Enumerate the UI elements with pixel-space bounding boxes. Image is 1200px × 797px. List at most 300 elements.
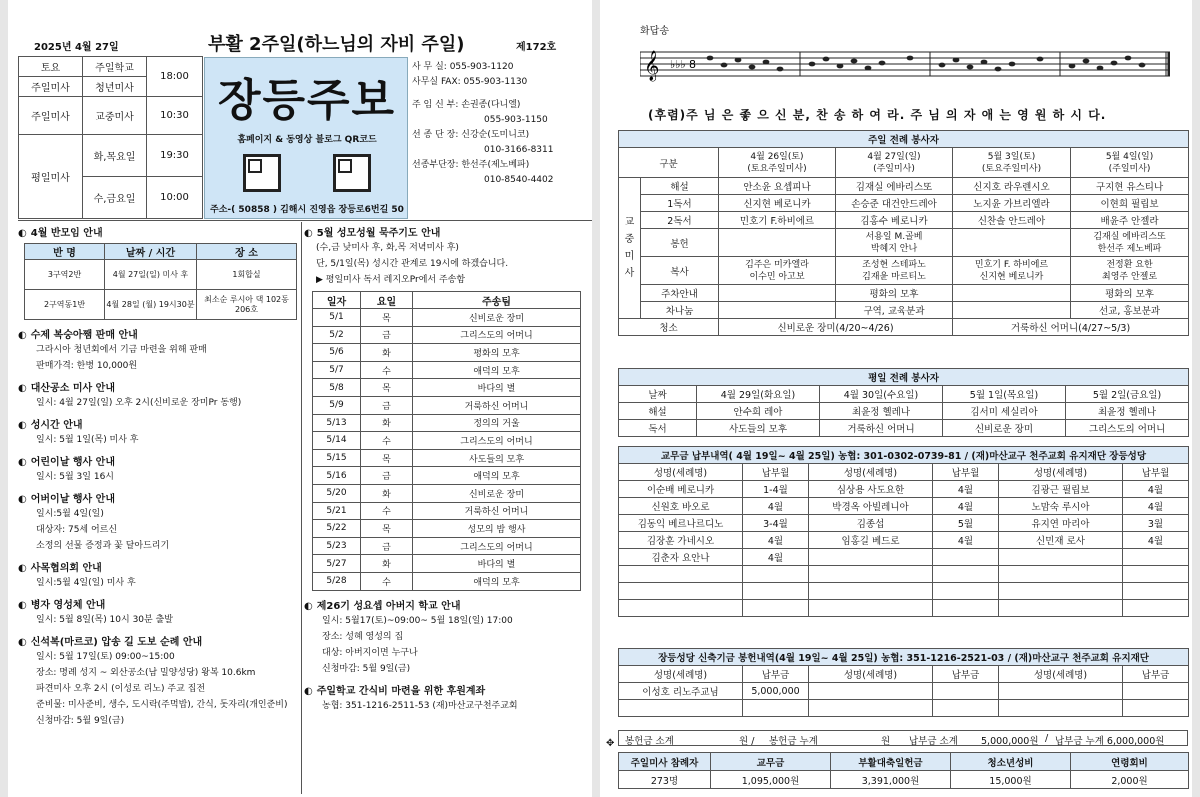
contact-line: 주 임 신 부: 손권종(다니엘) — [412, 100, 521, 110]
cell: 5/1 — [313, 309, 361, 327]
section-title: 4월 반모임 안내 — [30, 228, 103, 239]
cell: 5/2 — [313, 326, 361, 344]
cell: 그리스도의 어머니 — [413, 326, 581, 344]
cell: 3구역2반 — [25, 260, 105, 290]
cell — [999, 700, 1123, 717]
cell — [836, 257, 953, 285]
psalm-music-staff — [640, 44, 1170, 84]
cell: 신민재 로사 — [999, 532, 1123, 549]
header-cell: 납부금 — [743, 666, 809, 683]
issue-number: 제172호 — [516, 42, 557, 53]
bulletin-name: 장등주보 — [217, 75, 396, 126]
cell: 4월 — [1123, 481, 1189, 498]
cell: 신비로운 장미 — [413, 309, 581, 327]
cell-line: 김재실 에바리스또 — [1093, 231, 1166, 242]
cell: 수 — [361, 432, 413, 450]
cell: 수 — [361, 361, 413, 379]
cell-line: 최영주 안젤로 — [1102, 271, 1158, 282]
section-title: 주일학교 간식비 마련을 위한 후원계좌 — [316, 685, 486, 697]
notice-line: 장소: 성혜 영성의 집 — [322, 631, 404, 642]
cell: 5/27 — [313, 555, 361, 573]
bulletin-header — [8, 0, 592, 56]
cell: 5/15 — [313, 449, 361, 467]
cell: 평화의 모후 — [1071, 285, 1189, 302]
cell — [719, 257, 836, 285]
cell — [619, 566, 743, 583]
cell: 4월 28일 (월) 19시30분 — [105, 290, 197, 320]
bullet-icon: ◐ — [304, 685, 313, 697]
table-row — [313, 396, 581, 414]
header-cell: 청소년성비 — [951, 753, 1071, 771]
cell: 신비로운 장미 — [943, 420, 1066, 437]
cell-line: 민호기 F. 하비에르 — [974, 259, 1049, 270]
bullet-icon: ◐ — [18, 637, 27, 648]
notice-section — [18, 453, 298, 484]
cell — [809, 683, 933, 700]
rosary-note: ▶ 평일미사 독서 레지오Pr에서 주송함 — [316, 275, 466, 285]
cell: 1회합실 — [197, 260, 297, 290]
header-cell: 성명(세례명) — [999, 464, 1123, 481]
cell: 토요 — [19, 57, 83, 77]
table-row — [313, 344, 581, 362]
cell: 신비로운 장미 — [413, 484, 581, 502]
table-row — [619, 683, 1189, 700]
cell — [719, 302, 836, 319]
notice-line: 소정의 선물 증정과 꽃 달아드리기 — [36, 541, 170, 551]
header-cell: 반 명 — [25, 244, 105, 260]
cell — [933, 549, 999, 566]
table-row — [313, 484, 581, 502]
homepage-qr-icon[interactable] — [243, 154, 281, 192]
table-row — [313, 502, 581, 520]
cell: 애덕의 모후 — [413, 361, 581, 379]
cell — [1123, 700, 1189, 717]
cell: 5/21 — [313, 502, 361, 520]
music-note — [967, 65, 974, 70]
summary-text: 납부금 소계 — [909, 736, 958, 747]
cell — [999, 683, 1123, 700]
bullet-icon: ◐ — [304, 228, 313, 239]
header-cell: 성명(세례명) — [999, 666, 1123, 683]
cell: 바다의 별 — [413, 379, 581, 397]
parish-logo-box — [204, 57, 408, 219]
table-row — [313, 572, 581, 590]
summary-text: 원 — [881, 736, 891, 747]
cell — [809, 600, 933, 617]
side-label — [619, 178, 641, 319]
table-row — [619, 498, 1189, 515]
cell — [719, 285, 836, 302]
header-cell: 5월 4일(일) (주일미사) — [1071, 148, 1189, 178]
contact-info — [412, 60, 592, 188]
notice-line: 일시:5월 4일(일) — [36, 509, 104, 519]
section-bar: 평일 전례 봉사자 — [619, 369, 1189, 386]
music-note — [749, 65, 756, 70]
cell: 5/23 — [313, 537, 361, 555]
contact-line: 선 종 단 장: 신강순(도미니코) — [412, 130, 530, 140]
header-cell: 날짜 / 시간 — [105, 244, 197, 260]
cell: 거룩하신 어머니 — [820, 420, 943, 437]
section-title: 어버이날 행사 안내 — [30, 494, 115, 505]
cell: 2구역동1반 — [25, 290, 105, 320]
table-row — [313, 449, 581, 467]
notice-title — [18, 453, 298, 468]
cell — [1123, 566, 1189, 583]
cell: 애덕의 모후 — [413, 467, 581, 485]
table-row — [313, 326, 581, 344]
table-row — [313, 361, 581, 379]
cell-line: 김주은 미카엘라 — [745, 259, 809, 270]
notice-section — [18, 596, 298, 627]
notice-section — [304, 597, 588, 676]
notice-line: 그라시아 청년회에서 기금 마련을 위해 판매 — [36, 345, 207, 355]
cell: 김광근 필립보 — [999, 481, 1123, 498]
cell — [1123, 583, 1189, 600]
notice-line: 일시: 4월 27일(일) 오후 2시(신비로운 장미Pr 동행) — [36, 398, 242, 408]
table-row — [619, 515, 1189, 532]
cell — [999, 583, 1123, 600]
cell: 4월 30일(수요일) — [820, 386, 943, 403]
music-note — [953, 58, 960, 63]
offering-summary — [618, 730, 1188, 746]
cell: 4월 — [933, 532, 999, 549]
cell: 김종섭 — [809, 515, 933, 532]
header-cell: 납부금 — [1123, 666, 1189, 683]
section-title: 제26기 성요셉 아버지 학교 안내 — [316, 600, 461, 612]
cell: 안수희 레아 — [697, 403, 820, 420]
cell: 4월 — [1123, 532, 1189, 549]
summary-text: / — [1045, 733, 1049, 744]
cell: 수,금요일 — [83, 177, 147, 219]
notice-title — [18, 596, 298, 611]
notice-list — [304, 597, 588, 713]
music-note — [1009, 62, 1016, 67]
section-title: 성시간 안내 — [30, 420, 83, 431]
bullet-icon: ◐ — [18, 600, 27, 611]
notice-line: 일시: 5월 3일 16시 — [36, 472, 114, 482]
cell — [1123, 683, 1189, 700]
cell: 신비로운 장미(4/20~4/26) — [719, 319, 953, 336]
header-cell: 납부월 — [1123, 464, 1189, 481]
cell: 금 — [361, 326, 413, 344]
cell: 구지현 유스티나 — [1071, 178, 1189, 195]
cell: 5/16 — [313, 467, 361, 485]
cell: 노맘숙 루시아 — [999, 498, 1123, 515]
cell: 10:30 — [147, 97, 203, 135]
table-row — [619, 532, 1189, 549]
notice-line: 일시:5월 4일(일) 미사 후 — [36, 578, 136, 588]
table-row — [313, 432, 581, 450]
cell: 해설 — [619, 403, 697, 420]
notice-title — [304, 597, 588, 612]
notice-title — [18, 559, 298, 574]
cell: 이성호 리노주교님 — [619, 683, 743, 700]
cell: 5월 1일(목요일) — [943, 386, 1066, 403]
cell: 5,000,000 — [743, 683, 809, 700]
header-cell: 성명(세례명) — [809, 464, 933, 481]
section-bar: 교무금 납부내역( 4월 19일~ 4월 25일) 농협: 301-0302-0739-81 / (재)마산교구 천주교회 유지재단 장등성당 — [619, 447, 1189, 464]
summary-text: 봉헌금 누계 — [769, 736, 818, 747]
music-note — [907, 56, 914, 61]
header-cell: 성명(세례명) — [619, 666, 743, 683]
cell — [743, 583, 809, 600]
cell: 신지호 라우렌시오 — [953, 178, 1071, 195]
cell-line: 전정환 요한 — [1106, 259, 1153, 270]
notice-section — [18, 416, 298, 447]
music-note — [879, 61, 886, 66]
cell: 신찬솔 안드레아 — [953, 212, 1071, 229]
cell: 김동익 베르나르디노 — [619, 515, 743, 532]
cell: 거룩하신 어머니 — [413, 396, 581, 414]
cell: 사도들의 모후 — [413, 449, 581, 467]
notice-section — [304, 682, 588, 713]
cell: 목 — [361, 449, 413, 467]
notice-line: 농협: 351-1216-2511-53 (재)마산교구천주교회 — [322, 700, 518, 711]
notice-title — [18, 326, 298, 341]
cell: 5/22 — [313, 520, 361, 538]
cell — [953, 257, 1071, 285]
cell: 청년미사 — [83, 77, 147, 97]
notice-section — [18, 490, 298, 553]
contact-line: 사무실 FAX: 055-903-1130 — [412, 77, 528, 87]
move-handle-icon[interactable]: ✥ — [606, 738, 615, 749]
cell: 김홍수 베로니카 — [836, 212, 953, 229]
bullet-icon: ◐ — [18, 228, 27, 239]
bullet-icon: ◐ — [18, 330, 27, 341]
cell: 4월 27일(일) 미사 후 — [105, 260, 197, 290]
contact-line: 010-8540-4402 — [484, 175, 554, 185]
music-note — [721, 63, 728, 68]
cell: 주일미사 — [19, 77, 83, 97]
header-cell: 연령회비 — [1071, 753, 1189, 771]
cell: 4월 — [1123, 498, 1189, 515]
notice-line: 준비물: 미사준비, 생수, 도시락(주먹밥), 간식, 돗자리(개인준비) — [36, 700, 288, 710]
header-cell: 교무금 — [711, 753, 831, 771]
cell: 금 — [361, 537, 413, 555]
cell: 화,목요일 — [83, 135, 147, 177]
cell: 차나눔 — [641, 302, 719, 319]
rosary-section — [304, 224, 588, 591]
table-row — [619, 771, 1189, 789]
cell — [743, 600, 809, 617]
cell: 거룩하신 어머니(4/27~5/3) — [953, 319, 1189, 336]
cell: 주일미사 — [19, 97, 83, 135]
header-cell: 일자 — [313, 292, 361, 309]
cell: 5/7 — [313, 361, 361, 379]
cell: 5/9 — [313, 396, 361, 414]
svg-text:♭♭♭ 8: ♭♭♭ 8 — [670, 58, 697, 71]
cell: 주일학교 — [83, 57, 147, 77]
cell: 안소윤 요셉피나 — [719, 178, 836, 195]
cell: 1-4월 — [743, 481, 809, 498]
contact-line: 사 무 실: 055-903-1120 — [412, 62, 514, 72]
bullet-icon: ◐ — [18, 383, 27, 394]
notice-section — [18, 326, 298, 373]
table-row — [619, 212, 1189, 229]
table-row — [619, 549, 1189, 566]
cell — [743, 566, 809, 583]
cell — [933, 600, 999, 617]
cell: 심상용 사도요한 — [809, 481, 933, 498]
table-row — [619, 481, 1189, 498]
cell: 임홍길 베드로 — [809, 532, 933, 549]
table-row — [619, 302, 1189, 319]
contact-line: 055-903-1150 — [484, 115, 548, 125]
side-char: 미 — [624, 251, 635, 262]
cell: 19:30 — [147, 135, 203, 177]
cell: 봉헌 — [641, 229, 719, 257]
cell: 유지연 마리아 — [999, 515, 1123, 532]
table-row — [619, 583, 1189, 600]
cell: 최소순 루시아 댁 102동206호 — [197, 290, 297, 320]
table-row — [619, 195, 1189, 212]
cell: 수 — [361, 572, 413, 590]
music-note — [995, 67, 1002, 72]
table-row — [313, 414, 581, 432]
cell: 평화의 모후 — [413, 344, 581, 362]
cell: 이현희 필립보 — [1071, 195, 1189, 212]
cell: 1독서 — [641, 195, 719, 212]
table-row — [619, 753, 1189, 771]
cell — [999, 600, 1123, 617]
cell: 선교, 홍보분과 — [1071, 302, 1189, 319]
notice-line: 신청마감: 5월 9일(금) — [322, 663, 411, 674]
cell: 5월 — [933, 515, 999, 532]
side-char: 사 — [624, 268, 635, 279]
cell: 273명 — [619, 771, 711, 789]
meeting-table — [24, 243, 297, 320]
cell: 청소 — [619, 319, 719, 336]
cell — [619, 583, 743, 600]
cell: 목 — [361, 520, 413, 538]
right-page — [600, 0, 1192, 797]
notices-column-left — [18, 222, 298, 728]
section-title: 사목협의회 안내 — [30, 563, 102, 574]
meeting-section — [18, 224, 298, 320]
cell — [1071, 229, 1189, 257]
cell: 화 — [361, 555, 413, 573]
bullet-icon: ◐ — [18, 563, 27, 574]
cell: 5월 2일(금요일) — [1066, 386, 1189, 403]
notice-line: 일시: 5월17(토)~09:00~ 5월 18일(일) 17:00 — [322, 615, 513, 626]
notice-title — [304, 682, 588, 697]
section-title: 대산공소 미사 안내 — [30, 383, 115, 394]
summary-text: 원 / — [739, 736, 755, 747]
notice-line: 장소: 명례 성지 ~ 외산공소(남 밀양성당) 왕복 10.6km — [36, 668, 256, 678]
notice-title — [18, 416, 298, 431]
table-row — [313, 379, 581, 397]
side-char: 중 — [624, 234, 635, 245]
cell: 3-4월 — [743, 515, 809, 532]
table-row — [619, 566, 1189, 583]
cell — [933, 566, 999, 583]
cell: 18:00 — [147, 57, 203, 97]
cell: 김재실 에바리스또 — [836, 178, 953, 195]
cell: 손승준 대건안드레아 — [836, 195, 953, 212]
video-blog-qr-icon[interactable] — [333, 154, 371, 192]
cell — [933, 700, 999, 717]
cell — [809, 566, 933, 583]
cell — [953, 229, 1071, 257]
section-title: 수제 복숭아쨈 판매 안내 — [30, 330, 138, 341]
divider — [301, 222, 302, 794]
cell — [933, 683, 999, 700]
left-page — [8, 0, 592, 797]
music-note — [823, 57, 830, 62]
contact-line: 선종부단장: 한선주(제노베파) — [412, 160, 530, 170]
cell: 화 — [361, 414, 413, 432]
header-cell: 구분 — [619, 148, 719, 178]
notice-title — [18, 490, 298, 505]
section-bar: 주일 전례 봉사자 — [619, 131, 1189, 148]
cell — [999, 549, 1123, 566]
cell-line: 이수민 아고보 — [749, 271, 805, 282]
cell — [953, 302, 1071, 319]
cell — [933, 583, 999, 600]
notice-line: 판매가격: 한병 10,000원 — [36, 361, 138, 371]
table-row — [619, 257, 1189, 285]
header-cell: 성명(세례명) — [809, 666, 933, 683]
notice-line: 일시: 5월 1일(목) 미사 후 — [36, 435, 139, 445]
cell: 5/20 — [313, 484, 361, 502]
header-cell: 4월 26일(토) (토요주일미사) — [719, 148, 836, 178]
cell: 교중미사 — [83, 97, 147, 135]
cell: 노지윤 가브리엘라 — [953, 195, 1071, 212]
cell: 사도들의 모후 — [697, 420, 820, 437]
cell — [619, 700, 743, 717]
cell: 배윤주 안젤라 — [1071, 212, 1189, 229]
table-row — [619, 386, 1189, 403]
section-title: 5월 성모성월 묵주기도 안내 — [316, 228, 441, 239]
side-char: 교 — [624, 217, 635, 228]
cell: 복사 — [641, 257, 719, 285]
header-cell: 5월 3일(토) (토요주일미사) — [953, 148, 1071, 178]
cell — [999, 566, 1123, 583]
music-note — [809, 62, 816, 67]
header-cell: 주일미사 참례자 — [619, 753, 711, 771]
table-row — [619, 600, 1189, 617]
cell — [809, 583, 933, 600]
cell: 평일미사 — [19, 135, 83, 219]
cell: 목 — [361, 379, 413, 397]
psalm-refrain: (후렴)주 님 은 좋 으 신 분, 찬 송 하 여 라. 주 님 의 자 애 는 영 원 하 시 다. — [648, 108, 1107, 122]
music-note — [981, 60, 988, 65]
table-row — [313, 520, 581, 538]
cell: 5/8 — [313, 379, 361, 397]
cell: 해설 — [641, 178, 719, 195]
header-cell: 요일 — [361, 292, 413, 309]
notice-line: 파견미사 오후 2시 (이성로 리노) 주교 집전 — [36, 684, 206, 694]
cell — [953, 285, 1071, 302]
cell: 바다의 별 — [413, 555, 581, 573]
cell: 4월 — [743, 498, 809, 515]
cell: 신지현 베로니카 — [719, 195, 836, 212]
header-cell: 4월 27일(일) (주일미사) — [836, 148, 953, 178]
header-cell: 납부금 — [933, 666, 999, 683]
notice-line: 대상자: 75세 어르신 — [36, 525, 118, 535]
notice-line: 신청마감: 5월 9일(금) — [36, 716, 125, 726]
table-row — [313, 309, 581, 327]
notice-line: 일시: 5월 8일(목) 10시 30분 출발 — [36, 615, 173, 625]
table-row — [619, 229, 1189, 257]
cell: 김서미 세실리아 — [943, 403, 1066, 420]
table-row — [619, 700, 1189, 717]
summary-text: 납부금 누계 6,000,000원 — [1055, 736, 1165, 747]
cell-line: 김재윤 마르티노 — [862, 271, 926, 282]
svg-text:𝄞: 𝄞 — [644, 51, 660, 81]
cell: 민호기 F.하비에르 — [719, 212, 836, 229]
music-note — [851, 59, 858, 64]
